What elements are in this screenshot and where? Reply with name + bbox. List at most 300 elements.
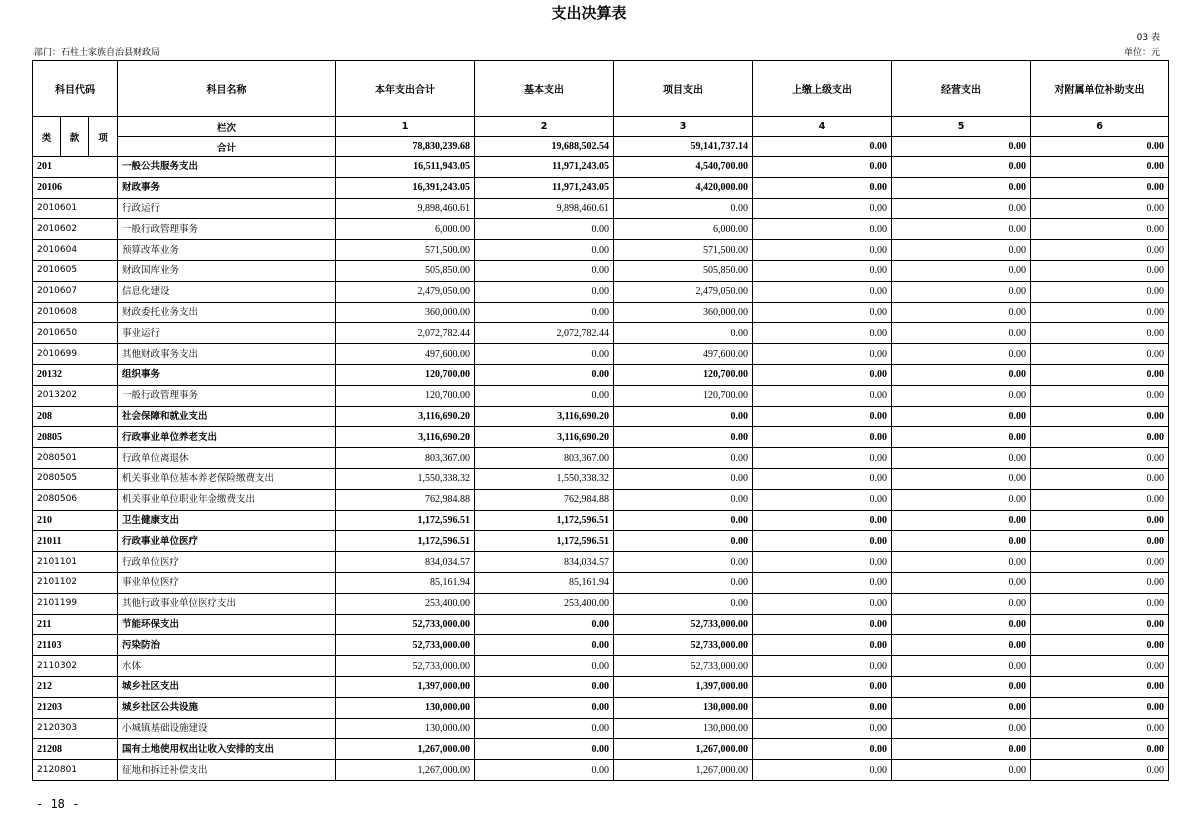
subject-code: 2010607 bbox=[33, 281, 118, 302]
amount-cell: 505,850.00 bbox=[336, 260, 475, 281]
subject-name: 事业单位医疗 bbox=[118, 572, 336, 593]
subject-code: 201 bbox=[33, 157, 118, 178]
subject-code: 2013202 bbox=[33, 385, 118, 406]
amount-cell: 0.00 bbox=[475, 718, 614, 739]
department-label: 部门：石柱土家族自治县财政局 bbox=[34, 48, 161, 58]
total-value: 0.00 bbox=[892, 137, 1031, 157]
amount-cell: 253,400.00 bbox=[336, 593, 475, 614]
table-row bbox=[33, 198, 1169, 219]
amount-cell: 0.00 bbox=[753, 614, 892, 635]
total-label: 合计 bbox=[118, 137, 336, 157]
amount-cell: 0.00 bbox=[475, 240, 614, 261]
subject-code: 20132 bbox=[33, 364, 118, 385]
amount-cell: 0.00 bbox=[1031, 676, 1169, 697]
amount-cell: 0.00 bbox=[1031, 219, 1169, 240]
table-row bbox=[33, 281, 1169, 302]
total-value: 59,141,737.14 bbox=[614, 137, 753, 157]
amount-cell: 0.00 bbox=[475, 614, 614, 635]
amount-cell: 52,733,000.00 bbox=[614, 656, 753, 677]
amount-cell: 834,034.57 bbox=[336, 552, 475, 573]
table-row bbox=[33, 760, 1169, 781]
subject-code: 2120801 bbox=[33, 760, 118, 781]
amount-cell: 0.00 bbox=[892, 157, 1031, 178]
amount-cell: 0.00 bbox=[475, 656, 614, 677]
amount-cell: 11,971,243.05 bbox=[475, 177, 614, 198]
unit-label: 单位：元 bbox=[1123, 48, 1160, 58]
table-row bbox=[33, 448, 1169, 469]
amount-cell: 0.00 bbox=[753, 260, 892, 281]
amount-cell: 0.00 bbox=[614, 510, 753, 531]
subject-name: 一般行政管理事务 bbox=[118, 385, 336, 406]
amount-cell: 0.00 bbox=[753, 510, 892, 531]
amount-cell: 6,000.00 bbox=[614, 219, 753, 240]
subject-name: 其他行政事业单位医疗支出 bbox=[118, 593, 336, 614]
subject-name: 机关事业单位职业年金缴费支出 bbox=[118, 489, 336, 510]
subject-code: 2010699 bbox=[33, 344, 118, 365]
table-row bbox=[33, 344, 1169, 365]
amount-cell: 0.00 bbox=[1031, 510, 1169, 531]
table-row bbox=[33, 614, 1169, 635]
amount-cell: 2,072,782.44 bbox=[336, 323, 475, 344]
amount-cell: 0.00 bbox=[614, 489, 753, 510]
amount-cell: 0.00 bbox=[1031, 427, 1169, 448]
amount-cell: 1,172,596.51 bbox=[475, 531, 614, 552]
amount-cell: 0.00 bbox=[475, 219, 614, 240]
amount-cell: 1,397,000.00 bbox=[336, 676, 475, 697]
subject-code: 2110302 bbox=[33, 656, 118, 677]
amount-cell: 0.00 bbox=[892, 635, 1031, 656]
amount-cell: 360,000.00 bbox=[336, 302, 475, 323]
subject-name: 财政事务 bbox=[118, 177, 336, 198]
amount-cell: 0.00 bbox=[475, 697, 614, 718]
amount-cell: 3,116,690.20 bbox=[475, 406, 614, 427]
page-number: - 18 - bbox=[36, 797, 80, 811]
amount-cell: 0.00 bbox=[614, 531, 753, 552]
table-row bbox=[33, 697, 1169, 718]
amount-cell: 0.00 bbox=[892, 406, 1031, 427]
amount-cell: 130,000.00 bbox=[336, 697, 475, 718]
table-row bbox=[33, 739, 1169, 760]
header-xiang: 项 bbox=[89, 117, 118, 157]
subject-code: 2010650 bbox=[33, 323, 118, 344]
amount-cell: 0.00 bbox=[892, 302, 1031, 323]
amount-cell: 85,161.94 bbox=[475, 572, 614, 593]
amount-cell: 0.00 bbox=[1031, 656, 1169, 677]
amount-cell: 0.00 bbox=[753, 281, 892, 302]
amount-cell: 16,391,243.05 bbox=[336, 177, 475, 198]
amount-cell: 0.00 bbox=[1031, 385, 1169, 406]
amount-cell: 505,850.00 bbox=[614, 260, 753, 281]
amount-cell: 1,267,000.00 bbox=[614, 739, 753, 760]
amount-cell: 0.00 bbox=[1031, 157, 1169, 178]
amount-cell: 0.00 bbox=[753, 718, 892, 739]
amount-cell: 1,397,000.00 bbox=[614, 676, 753, 697]
amount-cell: 120,700.00 bbox=[614, 364, 753, 385]
total-value: 19,688,502.54 bbox=[475, 137, 614, 157]
table-row bbox=[33, 676, 1169, 697]
amount-cell: 0.00 bbox=[1031, 323, 1169, 344]
amount-cell: 0.00 bbox=[1031, 468, 1169, 489]
subject-code: 20805 bbox=[33, 427, 118, 448]
subject-code: 2010605 bbox=[33, 260, 118, 281]
col-index: 5 bbox=[892, 117, 1031, 137]
subject-name: 社会保障和就业支出 bbox=[118, 406, 336, 427]
subject-name: 一般行政管理事务 bbox=[118, 219, 336, 240]
amount-cell: 0.00 bbox=[753, 676, 892, 697]
col-index: 4 bbox=[753, 117, 892, 137]
amount-cell: 0.00 bbox=[475, 760, 614, 781]
subject-name: 行政单位医疗 bbox=[118, 552, 336, 573]
amount-cell: 0.00 bbox=[1031, 552, 1169, 573]
amount-cell: 0.00 bbox=[753, 364, 892, 385]
amount-cell: 0.00 bbox=[475, 635, 614, 656]
amount-cell: 0.00 bbox=[892, 177, 1031, 198]
total-value: 0.00 bbox=[1031, 137, 1169, 157]
page-title: 支出决算表 bbox=[551, 4, 627, 22]
amount-cell: 0.00 bbox=[614, 406, 753, 427]
table-row bbox=[33, 364, 1169, 385]
amount-cell: 0.00 bbox=[753, 739, 892, 760]
amount-cell: 0.00 bbox=[614, 572, 753, 593]
subject-code: 212 bbox=[33, 676, 118, 697]
amount-cell: 0.00 bbox=[475, 676, 614, 697]
amount-cell: 0.00 bbox=[614, 323, 753, 344]
amount-cell: 0.00 bbox=[753, 552, 892, 573]
table-row bbox=[33, 302, 1169, 323]
amount-cell: 130,000.00 bbox=[336, 718, 475, 739]
amount-cell: 52,733,000.00 bbox=[614, 614, 753, 635]
amount-cell: 0.00 bbox=[475, 260, 614, 281]
amount-cell: 0.00 bbox=[753, 302, 892, 323]
amount-cell: 0.00 bbox=[753, 448, 892, 469]
amount-cell: 0.00 bbox=[475, 364, 614, 385]
amount-cell: 0.00 bbox=[753, 468, 892, 489]
subject-code: 2101101 bbox=[33, 552, 118, 573]
amount-cell: 1,267,000.00 bbox=[614, 760, 753, 781]
amount-cell: 0.00 bbox=[892, 385, 1031, 406]
amount-cell: 0.00 bbox=[1031, 593, 1169, 614]
table-row bbox=[33, 656, 1169, 677]
amount-cell: 0.00 bbox=[1031, 489, 1169, 510]
table-row bbox=[33, 510, 1169, 531]
amount-cell: 0.00 bbox=[753, 323, 892, 344]
amount-cell: 1,267,000.00 bbox=[336, 739, 475, 760]
amount-cell: 0.00 bbox=[753, 489, 892, 510]
amount-cell: 571,500.00 bbox=[336, 240, 475, 261]
header-business: 经营支出 bbox=[892, 61, 1031, 117]
table-row bbox=[33, 177, 1169, 198]
amount-cell: 0.00 bbox=[892, 572, 1031, 593]
amount-cell: 0.00 bbox=[1031, 739, 1169, 760]
amount-cell: 253,400.00 bbox=[475, 593, 614, 614]
amount-cell: 834,034.57 bbox=[475, 552, 614, 573]
table-row bbox=[33, 468, 1169, 489]
subject-code: 2120303 bbox=[33, 718, 118, 739]
subject-name: 节能环保支出 bbox=[118, 614, 336, 635]
amount-cell: 0.00 bbox=[892, 614, 1031, 635]
amount-cell: 0.00 bbox=[892, 489, 1031, 510]
amount-cell: 0.00 bbox=[1031, 697, 1169, 718]
amount-cell: 0.00 bbox=[892, 344, 1031, 365]
expenditure-table bbox=[32, 60, 1169, 781]
header-basic: 基本支出 bbox=[475, 61, 614, 117]
subject-name: 小城镇基础设施建设 bbox=[118, 718, 336, 739]
amount-cell: 0.00 bbox=[892, 323, 1031, 344]
amount-cell: 0.00 bbox=[753, 240, 892, 261]
amount-cell: 0.00 bbox=[753, 157, 892, 178]
amount-cell: 0.00 bbox=[614, 468, 753, 489]
amount-cell: 130,000.00 bbox=[614, 718, 753, 739]
table-row bbox=[33, 531, 1169, 552]
amount-cell: 0.00 bbox=[1031, 281, 1169, 302]
amount-cell: 0.00 bbox=[892, 448, 1031, 469]
header-kuan: 款 bbox=[61, 117, 89, 157]
subject-code: 20106 bbox=[33, 177, 118, 198]
subject-name: 机关事业单位基本养老保险缴费支出 bbox=[118, 468, 336, 489]
amount-cell: 0.00 bbox=[1031, 260, 1169, 281]
amount-cell: 9,898,460.61 bbox=[475, 198, 614, 219]
amount-cell: 0.00 bbox=[1031, 177, 1169, 198]
subject-code: 210 bbox=[33, 510, 118, 531]
subject-name: 财政国库业务 bbox=[118, 260, 336, 281]
amount-cell: 85,161.94 bbox=[336, 572, 475, 593]
total-value: 78,830,239.68 bbox=[336, 137, 475, 157]
header-lanci: 栏次 bbox=[118, 117, 336, 137]
subject-name: 城乡社区公共设施 bbox=[118, 697, 336, 718]
amount-cell: 803,367.00 bbox=[336, 448, 475, 469]
amount-cell: 1,172,596.51 bbox=[336, 531, 475, 552]
total-value: 0.00 bbox=[753, 137, 892, 157]
amount-cell: 0.00 bbox=[1031, 364, 1169, 385]
amount-cell: 762,984.88 bbox=[336, 489, 475, 510]
header-subsidy: 对附属单位补助支出 bbox=[1031, 61, 1169, 117]
amount-cell: 497,600.00 bbox=[336, 344, 475, 365]
amount-cell: 1,550,338.32 bbox=[336, 468, 475, 489]
amount-cell: 0.00 bbox=[475, 344, 614, 365]
subject-code: 2010602 bbox=[33, 219, 118, 240]
amount-cell: 0.00 bbox=[753, 635, 892, 656]
subject-code: 21103 bbox=[33, 635, 118, 656]
amount-cell: 0.00 bbox=[1031, 760, 1169, 781]
amount-cell: 0.00 bbox=[1031, 240, 1169, 261]
amount-cell: 120,700.00 bbox=[614, 385, 753, 406]
subject-name: 行政事业单位养老支出 bbox=[118, 427, 336, 448]
amount-cell: 11,971,243.05 bbox=[475, 157, 614, 178]
subject-code: 2010608 bbox=[33, 302, 118, 323]
subject-name: 水体 bbox=[118, 656, 336, 677]
amount-cell: 0.00 bbox=[614, 198, 753, 219]
amount-cell: 0.00 bbox=[1031, 406, 1169, 427]
amount-cell: 0.00 bbox=[892, 697, 1031, 718]
amount-cell: 0.00 bbox=[892, 552, 1031, 573]
amount-cell: 2,072,782.44 bbox=[475, 323, 614, 344]
table-row bbox=[33, 240, 1169, 261]
amount-cell: 0.00 bbox=[1031, 198, 1169, 219]
amount-cell: 52,733,000.00 bbox=[336, 635, 475, 656]
subject-name: 征地和拆迁补偿支出 bbox=[118, 760, 336, 781]
amount-cell: 0.00 bbox=[892, 468, 1031, 489]
amount-cell: 16,511,943.05 bbox=[336, 157, 475, 178]
amount-cell: 0.00 bbox=[892, 219, 1031, 240]
amount-cell: 0.00 bbox=[753, 177, 892, 198]
amount-cell: 130,000.00 bbox=[614, 697, 753, 718]
amount-cell: 2,479,050.00 bbox=[614, 281, 753, 302]
amount-cell: 0.00 bbox=[614, 448, 753, 469]
subject-name: 事业运行 bbox=[118, 323, 336, 344]
amount-cell: 0.00 bbox=[892, 531, 1031, 552]
subject-code: 2080505 bbox=[33, 468, 118, 489]
subject-name: 预算改革业务 bbox=[118, 240, 336, 261]
subject-name: 行政事业单位医疗 bbox=[118, 531, 336, 552]
subject-name: 行政运行 bbox=[118, 198, 336, 219]
amount-cell: 0.00 bbox=[753, 531, 892, 552]
subject-code: 21203 bbox=[33, 697, 118, 718]
amount-cell: 120,700.00 bbox=[336, 364, 475, 385]
header-upper: 上缴上级支出 bbox=[753, 61, 892, 117]
table-row bbox=[33, 635, 1169, 656]
col-index: 6 bbox=[1031, 117, 1169, 137]
table-row bbox=[33, 157, 1169, 178]
amount-cell: 0.00 bbox=[753, 385, 892, 406]
amount-cell: 0.00 bbox=[1031, 635, 1169, 656]
amount-cell: 0.00 bbox=[892, 427, 1031, 448]
subject-code: 21208 bbox=[33, 739, 118, 760]
amount-cell: 0.00 bbox=[1031, 302, 1169, 323]
amount-cell: 1,550,338.32 bbox=[475, 468, 614, 489]
subject-name: 信息化建设 bbox=[118, 281, 336, 302]
amount-cell: 0.00 bbox=[614, 552, 753, 573]
amount-cell: 360,000.00 bbox=[614, 302, 753, 323]
subject-name: 卫生健康支出 bbox=[118, 510, 336, 531]
header-name: 科目名称 bbox=[118, 61, 336, 117]
subject-code: 21011 bbox=[33, 531, 118, 552]
amount-cell: 0.00 bbox=[1031, 531, 1169, 552]
amount-cell: 0.00 bbox=[892, 364, 1031, 385]
amount-cell: 0.00 bbox=[1031, 448, 1169, 469]
amount-cell: 52,733,000.00 bbox=[614, 635, 753, 656]
subject-code: 2080506 bbox=[33, 489, 118, 510]
amount-cell: 0.00 bbox=[475, 385, 614, 406]
subject-code: 2010601 bbox=[33, 198, 118, 219]
amount-cell: 9,898,460.61 bbox=[336, 198, 475, 219]
amount-cell: 0.00 bbox=[1031, 718, 1169, 739]
table-number: 03 表 bbox=[1136, 33, 1160, 43]
amount-cell: 4,540,700.00 bbox=[614, 157, 753, 178]
amount-cell: 6,000.00 bbox=[336, 219, 475, 240]
table-row bbox=[33, 427, 1169, 448]
amount-cell: 0.00 bbox=[892, 760, 1031, 781]
subject-name: 国有土地使用权出让收入安排的支出 bbox=[118, 739, 336, 760]
amount-cell: 0.00 bbox=[892, 198, 1031, 219]
subject-name: 一般公共服务支出 bbox=[118, 157, 336, 178]
subject-name: 污染防治 bbox=[118, 635, 336, 656]
subject-code: 211 bbox=[33, 614, 118, 635]
amount-cell: 1,267,000.00 bbox=[336, 760, 475, 781]
subject-code: 2101102 bbox=[33, 572, 118, 593]
table-row bbox=[33, 593, 1169, 614]
table-body bbox=[33, 157, 1169, 781]
amount-cell: 0.00 bbox=[753, 593, 892, 614]
amount-cell: 0.00 bbox=[892, 593, 1031, 614]
table-row bbox=[33, 385, 1169, 406]
amount-cell: 0.00 bbox=[475, 302, 614, 323]
table-row bbox=[33, 323, 1169, 344]
subject-name: 行政单位离退休 bbox=[118, 448, 336, 469]
amount-cell: 0.00 bbox=[892, 739, 1031, 760]
amount-cell: 0.00 bbox=[753, 656, 892, 677]
amount-cell: 0.00 bbox=[753, 760, 892, 781]
amount-cell: 1,172,596.51 bbox=[336, 510, 475, 531]
table-row bbox=[33, 406, 1169, 427]
amount-cell: 0.00 bbox=[753, 344, 892, 365]
subject-code: 2101199 bbox=[33, 593, 118, 614]
subject-name: 组织事务 bbox=[118, 364, 336, 385]
table-row bbox=[33, 572, 1169, 593]
header-project: 项目支出 bbox=[614, 61, 753, 117]
header-code: 科目代码 bbox=[33, 61, 118, 117]
subject-code: 2080501 bbox=[33, 448, 118, 469]
amount-cell: 120,700.00 bbox=[336, 385, 475, 406]
amount-cell: 803,367.00 bbox=[475, 448, 614, 469]
col-index: 1 bbox=[336, 117, 475, 137]
header-total: 本年支出合计 bbox=[336, 61, 475, 117]
amount-cell: 0.00 bbox=[892, 510, 1031, 531]
amount-cell: 0.00 bbox=[892, 260, 1031, 281]
table-row bbox=[33, 260, 1169, 281]
amount-cell: 0.00 bbox=[892, 656, 1031, 677]
table-row bbox=[33, 718, 1169, 739]
amount-cell: 4,420,000.00 bbox=[614, 177, 753, 198]
amount-cell: 0.00 bbox=[1031, 572, 1169, 593]
amount-cell: 0.00 bbox=[1031, 344, 1169, 365]
amount-cell: 0.00 bbox=[753, 427, 892, 448]
amount-cell: 0.00 bbox=[892, 240, 1031, 261]
table-row bbox=[33, 552, 1169, 573]
subject-code: 2010604 bbox=[33, 240, 118, 261]
amount-cell: 571,500.00 bbox=[614, 240, 753, 261]
amount-cell: 1,172,596.51 bbox=[475, 510, 614, 531]
amount-cell: 3,116,690.20 bbox=[475, 427, 614, 448]
amount-cell: 52,733,000.00 bbox=[336, 656, 475, 677]
amount-cell: 0.00 bbox=[475, 281, 614, 302]
amount-cell: 3,116,690.20 bbox=[336, 406, 475, 427]
amount-cell: 0.00 bbox=[753, 406, 892, 427]
subject-code: 208 bbox=[33, 406, 118, 427]
col-index: 2 bbox=[475, 117, 614, 137]
table-row bbox=[33, 219, 1169, 240]
amount-cell: 0.00 bbox=[892, 281, 1031, 302]
col-index: 3 bbox=[614, 117, 753, 137]
amount-cell: 0.00 bbox=[753, 198, 892, 219]
amount-cell: 3,116,690.20 bbox=[336, 427, 475, 448]
amount-cell: 0.00 bbox=[753, 572, 892, 593]
amount-cell: 497,600.00 bbox=[614, 344, 753, 365]
header-lei: 类 bbox=[33, 117, 61, 157]
subject-name: 其他财政事务支出 bbox=[118, 344, 336, 365]
subject-name: 财政委托业务支出 bbox=[118, 302, 336, 323]
amount-cell: 0.00 bbox=[614, 427, 753, 448]
amount-cell: 0.00 bbox=[475, 739, 614, 760]
amount-cell: 0.00 bbox=[1031, 614, 1169, 635]
amount-cell: 0.00 bbox=[892, 676, 1031, 697]
amount-cell: 2,479,050.00 bbox=[336, 281, 475, 302]
amount-cell: 0.00 bbox=[892, 718, 1031, 739]
amount-cell: 0.00 bbox=[753, 219, 892, 240]
table-row bbox=[33, 489, 1169, 510]
amount-cell: 0.00 bbox=[753, 697, 892, 718]
subject-name: 城乡社区支出 bbox=[118, 676, 336, 697]
amount-cell: 762,984.88 bbox=[475, 489, 614, 510]
